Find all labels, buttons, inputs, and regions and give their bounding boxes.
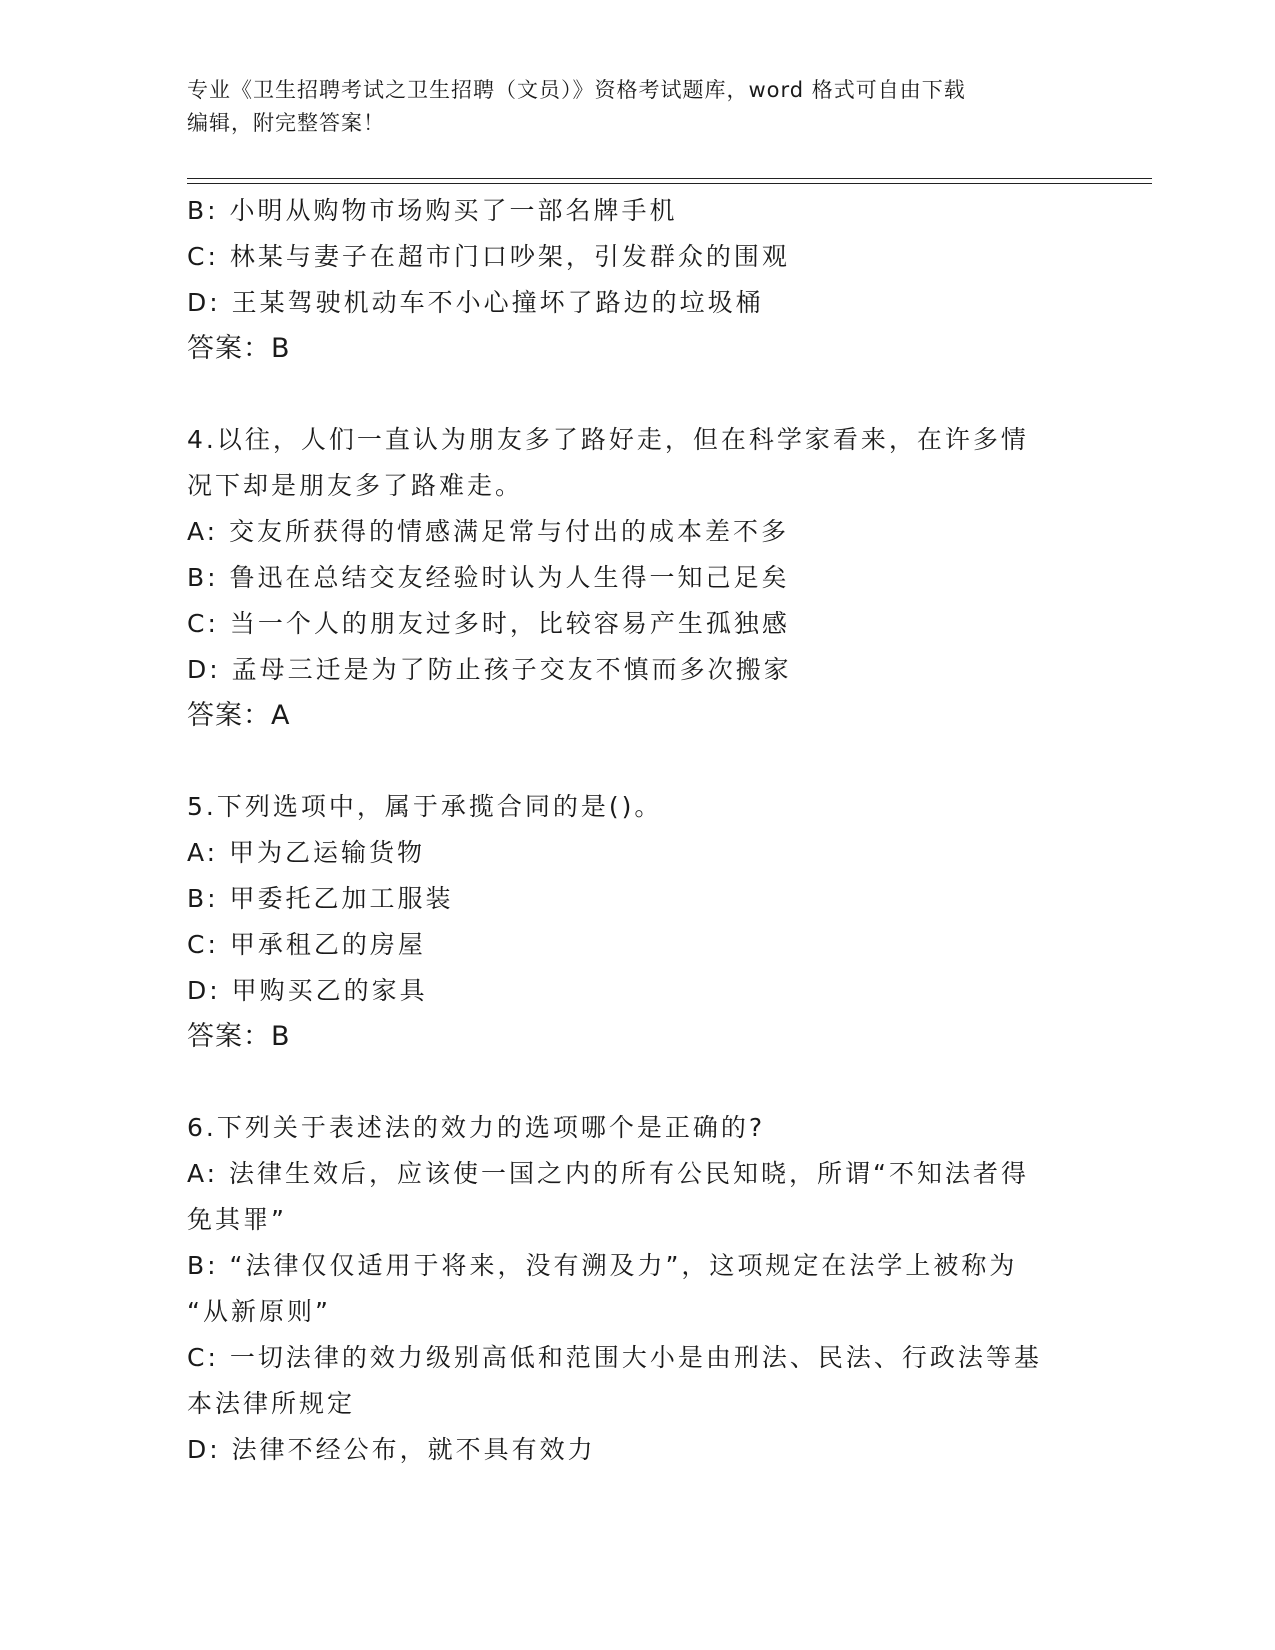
- option-b: B: 小明从购物市场购买了一部名牌手机: [187, 196, 678, 225]
- answer: 答案：B: [187, 1021, 291, 1052]
- header-divider-top: [187, 178, 1152, 179]
- option-c: C: 一切法律的效力级别高低和范围大小是由刑法、民法、行政法等基: [187, 1343, 1042, 1372]
- option-b-continued: “从新原则”: [187, 1297, 331, 1326]
- option-c: C: 当一个人的朋友过多时，比较容易产生孤独感: [187, 609, 790, 638]
- document-header: [187, 74, 1087, 140]
- spacer: [187, 739, 1087, 784]
- question-stem: 4.以往，人们一直认为朋友多了路好走，但在科学家看来，在许多情: [187, 425, 1029, 454]
- question-stem: 6.下列关于表述法的效力的选项哪个是正确的?: [187, 1113, 766, 1142]
- option-b: B: 鲁迅在总结交友经验时认为人生得一知己足矣: [187, 563, 790, 592]
- question-stem-continued: 况下却是朋友多了路难走。: [187, 471, 524, 500]
- spacer: [187, 372, 1087, 417]
- option-b: B: 甲委托乙加工服装: [187, 884, 454, 913]
- option-d: D: 甲购买乙的家具: [187, 976, 428, 1005]
- option-c: C: 甲承租乙的房屋: [187, 930, 426, 959]
- header-divider-bottom: [187, 183, 1152, 184]
- option-a: A: 交友所获得的情感满足常与付出的成本差不多: [187, 517, 790, 546]
- question-4: [187, 417, 1087, 739]
- option-a-continued: 免其罪”: [187, 1205, 287, 1234]
- question-6: [187, 1105, 1087, 1473]
- header-line-1: 专业《卫生招聘考试之卫生招聘（文员）》资格考试题库，word 格式可自由下载: [187, 78, 966, 102]
- header-line-2: 编辑，附完整答案！: [187, 111, 385, 135]
- spacer: [187, 1060, 1087, 1105]
- option-a: A: 法律生效后，应该使一国之内的所有公民知晓，所谓“不知法者得: [187, 1159, 1029, 1188]
- option-d: D: 孟母三迁是为了防止孩子交友不慎而多次搬家: [187, 655, 792, 684]
- question-list: [187, 188, 1087, 1473]
- option-d: D: 王某驾驶机动车不小心撞坏了路边的垃圾桶: [187, 288, 764, 317]
- option-a: A: 甲为乙运输货物: [187, 838, 426, 867]
- option-d: D: 法律不经公布，就不具有效力: [187, 1435, 596, 1464]
- option-c-continued: 本法律所规定: [187, 1389, 356, 1418]
- question-3: [187, 188, 1087, 372]
- option-b: B: “法律仅仅适用于将来，没有溯及力”，这项规定在法学上被称为: [187, 1251, 1018, 1280]
- option-c: C: 林某与妻子在超市门口吵架，引发群众的围观: [187, 242, 790, 271]
- question-5: [187, 784, 1087, 1060]
- answer: 答案：A: [187, 700, 291, 731]
- answer: 答案：B: [187, 333, 291, 364]
- question-stem: 5.下列选项中，属于承揽合同的是()。: [187, 792, 663, 821]
